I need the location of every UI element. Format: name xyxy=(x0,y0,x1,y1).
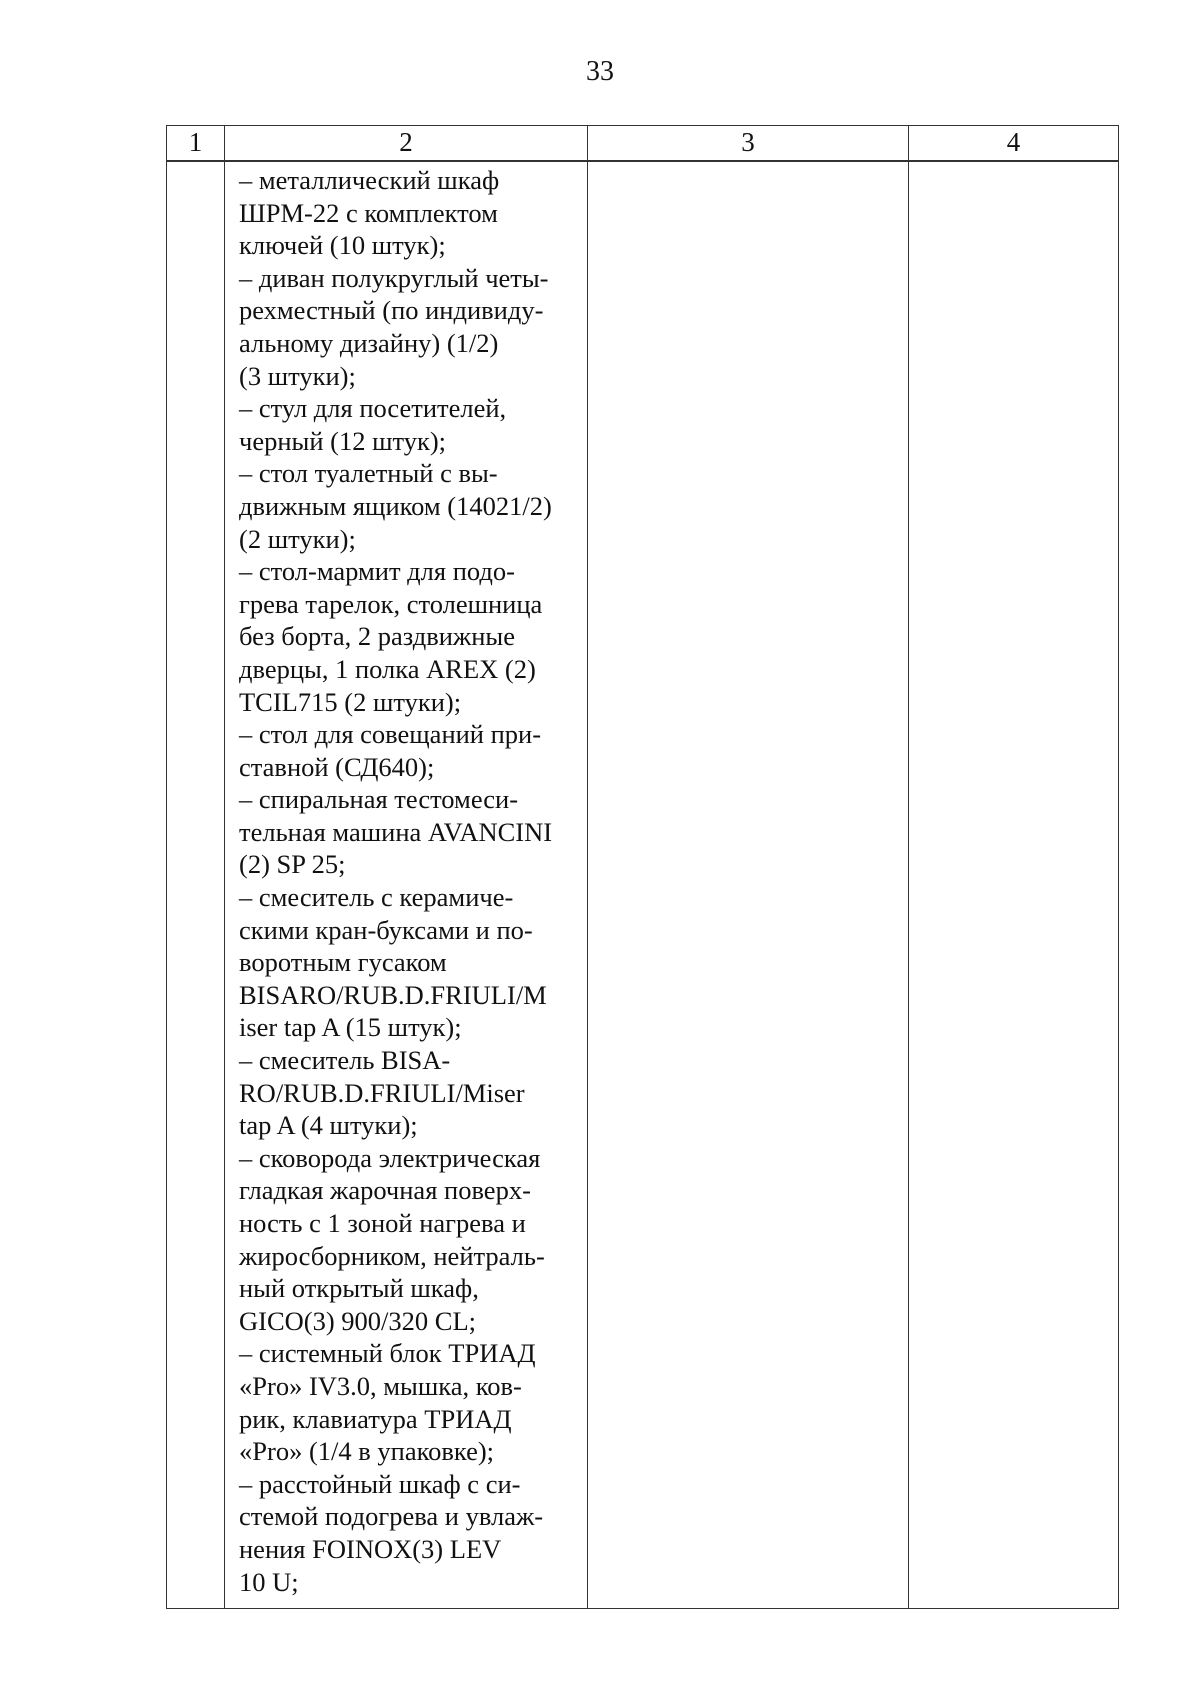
text-line: рик, клавиатура ТРИАД xyxy=(239,1403,512,1434)
text-line: TCIL715 (2 штуки); xyxy=(239,686,462,717)
text-line: – стол-мармит для подо- xyxy=(239,556,515,587)
text-line: GICO(3) 900/320 CL; xyxy=(239,1305,477,1336)
text-line: – системный блок ТРИАД xyxy=(239,1338,536,1369)
text-line: грева тарелок, столешница xyxy=(239,588,543,619)
text-line: «Pro» IV3.0, мышка, ков- xyxy=(239,1370,522,1401)
text-line: гладкая жарочная поверх- xyxy=(239,1175,531,1206)
text-line: ность с 1 зоной нагрева и xyxy=(239,1208,526,1238)
column-header-3: 3 xyxy=(588,126,909,162)
text-line: – смеситель с керамиче- xyxy=(239,882,514,913)
column-header-1: 1 xyxy=(167,126,225,162)
text-line: – спиральная тестомеси- xyxy=(239,784,519,815)
column-header-2: 2 xyxy=(225,126,588,162)
text-line: тельная машина AVANCINI xyxy=(239,816,553,847)
text-line: нения FOINOX(3) LEV xyxy=(239,1533,502,1564)
text-line: – стол туалетный с вы- xyxy=(239,458,498,489)
text-line: – сковорода электрическая xyxy=(239,1142,541,1173)
text-line: – металлический шкаф xyxy=(239,165,500,195)
text-line: BISARO/RUB.D.FRIULI/M xyxy=(239,979,547,1010)
cell-column-2 xyxy=(225,161,588,1609)
text-line: – смеситель BISA- xyxy=(239,1045,451,1076)
text-line: ключей (10 штук); xyxy=(239,230,446,261)
text-line: – стол для совещаний при- xyxy=(239,719,542,750)
text-line: дверцы, 1 полка AREX (2) xyxy=(239,653,536,684)
text-line: iser tap A (15 штук); xyxy=(239,1012,462,1043)
text-line: без борта, 2 раздвижные xyxy=(239,621,515,652)
table-row xyxy=(167,161,1119,1609)
text-line: 10 U; xyxy=(239,1566,299,1597)
text-line: «Pro» (1/4 в упаковке); xyxy=(239,1436,495,1467)
text-line: (2 штуки); xyxy=(239,523,356,554)
text-line: (2) SP 25; xyxy=(239,849,346,880)
text-line: (3 штуки); xyxy=(239,360,356,391)
text-line: tap A (4 штуки); xyxy=(239,1110,418,1141)
cell-column-4 xyxy=(909,161,1119,1609)
text-line: жиросборником, нейтраль- xyxy=(239,1240,545,1271)
text-line: рехместный (по индивиду- xyxy=(239,295,544,326)
text-line: стемой подогрева и увлаж- xyxy=(239,1501,544,1532)
document-table xyxy=(166,125,1119,1609)
text-line: скими кран-буксами и по- xyxy=(239,914,533,945)
text-line: ный открытый шкаф, xyxy=(239,1273,479,1304)
text-line: – расстойный шкаф с си- xyxy=(239,1468,521,1499)
text-line: воротным гусаком xyxy=(239,947,447,978)
table-header-row xyxy=(167,126,1119,162)
text-line: ШРМ-22 с комплектом xyxy=(239,197,498,228)
cell-column-1 xyxy=(167,161,225,1609)
page-number: 33 xyxy=(586,56,614,87)
text-line: альному дизайну) (1/2) xyxy=(239,327,499,358)
text-line: ставной (СД640); xyxy=(239,751,435,782)
text-line: – диван полукруглый четы- xyxy=(239,262,549,293)
item-list xyxy=(225,162,587,1598)
cell-column-3 xyxy=(588,161,909,1609)
text-line: черный (12 штук); xyxy=(239,425,447,456)
text-line: движным ящиком (14021/2) xyxy=(239,490,552,521)
column-header-4: 4 xyxy=(909,126,1119,162)
text-line: – стул для посетителей, xyxy=(239,393,507,424)
text-line: RO/RUB.D.FRIULI/Miser xyxy=(239,1077,525,1108)
